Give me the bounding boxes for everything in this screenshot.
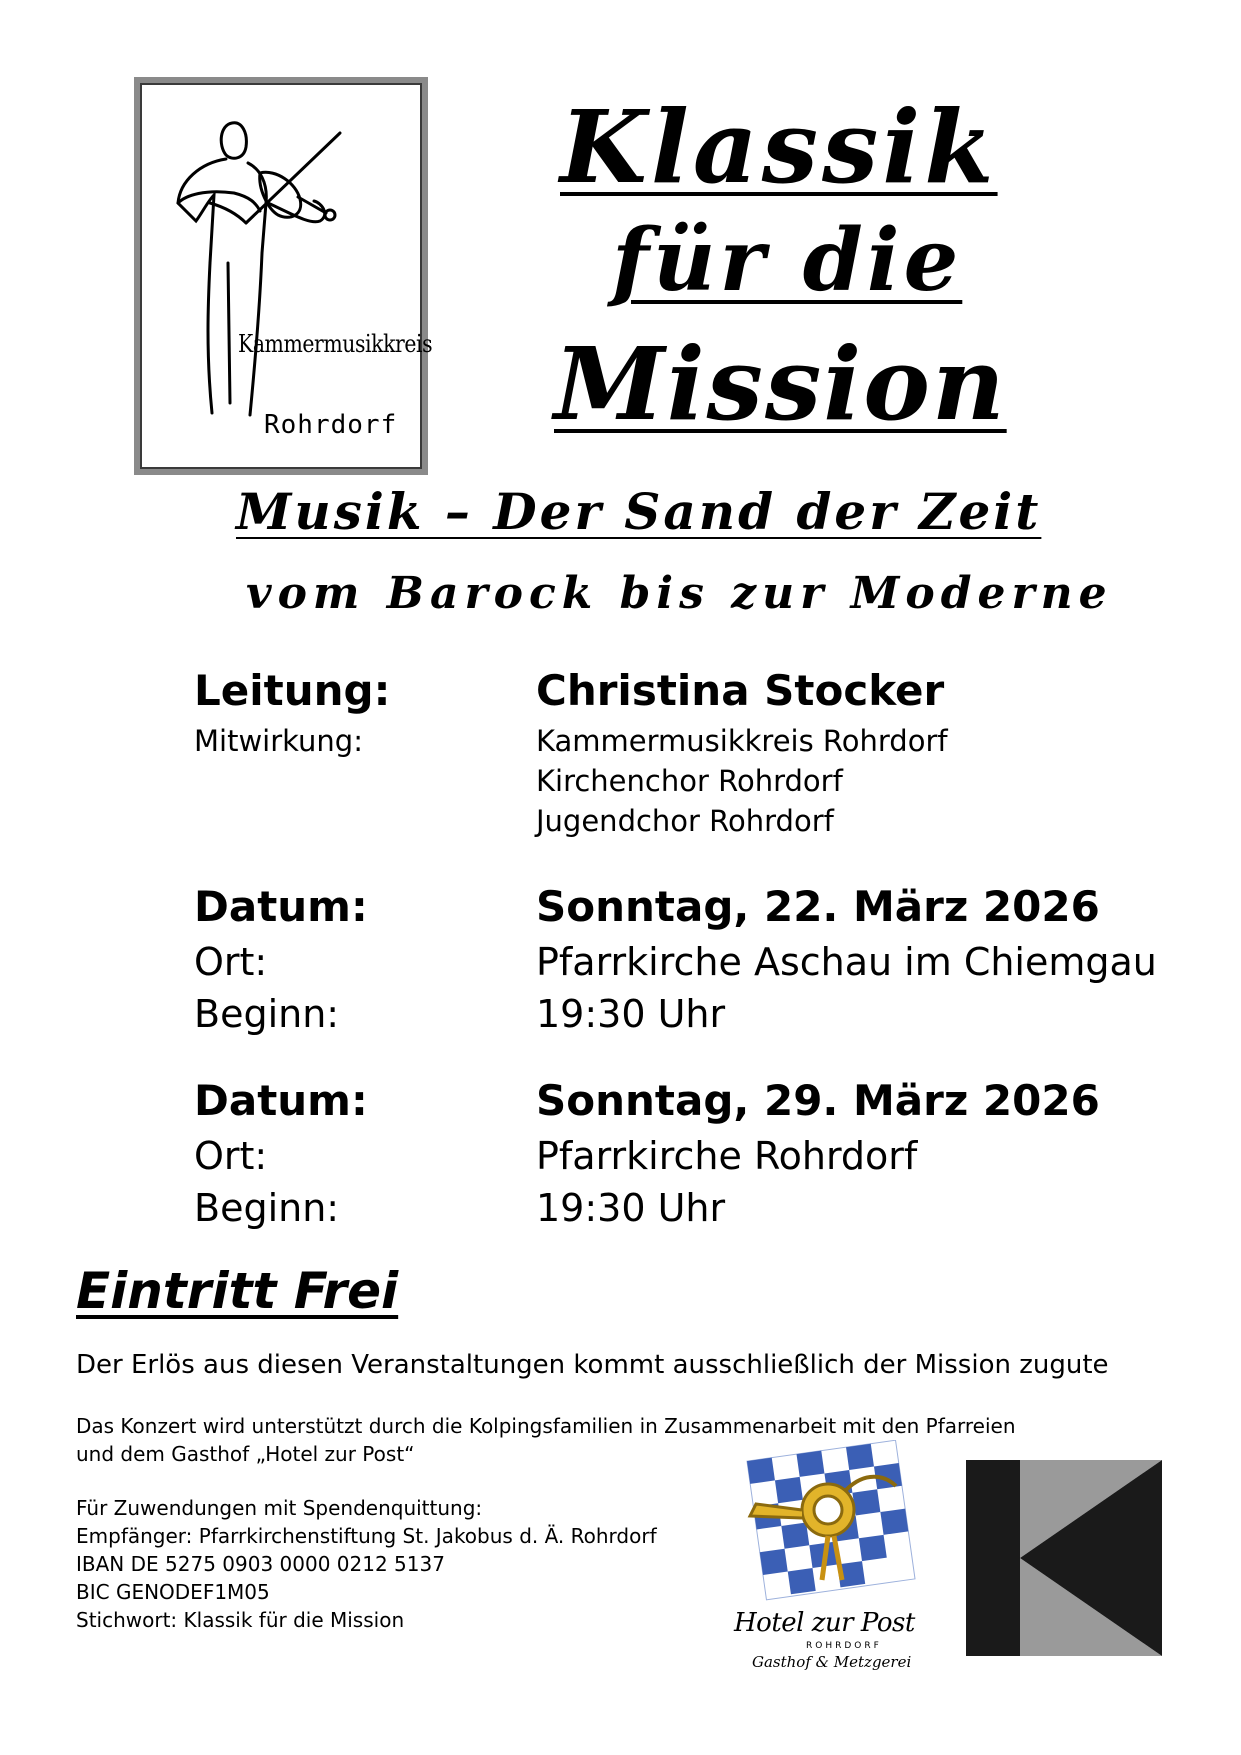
- event-1-start: 19:30 Uhr: [536, 992, 726, 1036]
- logo-name: Kammermusikkreis: [238, 330, 433, 358]
- event-1-place-label: Ort:: [194, 940, 268, 984]
- mitwirkung-label: Mitwirkung:: [194, 724, 363, 758]
- event-2-place-label: Ort:: [194, 1134, 268, 1178]
- donation-line-4: BIC GENODEF1M05: [76, 1580, 270, 1604]
- mitwirkung-value-2: Kirchenchor Rohrdorf: [536, 764, 843, 798]
- support-line-1: Das Konzert wird unterstützt durch die Kolpingsfamilien in Zusammenarbeit mit den Pfarreien: [76, 1414, 1016, 1438]
- donation-line-5: Stichwort: Klassik für die Mission: [76, 1608, 405, 1632]
- title-line-3: Mission: [554, 325, 1007, 443]
- proceeds-text: Der Erlös aus diesen Veranstaltungen kommt ausschließlich der Mission zugute: [76, 1350, 1109, 1380]
- event-1-date-label: Datum:: [194, 882, 368, 931]
- event-2-date: Sonntag, 29. März 2026: [536, 1076, 1100, 1125]
- subtitle: Musik – Der Sand der Zeit: [236, 482, 1042, 541]
- violinist-icon: [150, 103, 370, 423]
- leitung-value: Christina Stocker: [536, 666, 945, 715]
- tagline: vom Barock bis zur Moderne: [246, 568, 1113, 619]
- admission-heading: Eintritt Frei: [76, 1262, 399, 1320]
- event-1-place: Pfarrkirche Aschau im Chiemgau: [536, 940, 1157, 984]
- event-2-place: Pfarrkirche Rohrdorf: [536, 1134, 918, 1178]
- event-2-date-label: Datum:: [194, 1076, 368, 1125]
- event-2-start: 19:30 Uhr: [536, 1186, 726, 1230]
- title-line-1: Klassik: [560, 88, 998, 206]
- donation-line-2: Empfänger: Pfarrkirchenstiftung St. Jakobus d. Ä. Rohrdorf: [76, 1524, 657, 1548]
- donation-line-3: IBAN DE 5275 0903 0000 0212 5137: [76, 1552, 445, 1576]
- logo-town: Rohrdorf: [264, 410, 398, 440]
- event-2-start-label: Beginn:: [194, 1186, 340, 1230]
- leitung-label: Leitung:: [194, 666, 391, 715]
- mitwirkung-value-3: Jugendchor Rohrdorf: [536, 804, 834, 838]
- hotel-town: ROHRDORF: [806, 1641, 882, 1651]
- event-1-date: Sonntag, 22. März 2026: [536, 882, 1100, 931]
- mitwirkung-value-1: Kammermusikkreis Rohrdorf: [536, 724, 948, 758]
- donation-line-1: Für Zuwendungen mit Spendenquittung:: [76, 1496, 483, 1520]
- hotel-zur-post-logo-icon: [736, 1440, 926, 1610]
- event-1-start-label: Beginn:: [194, 992, 340, 1036]
- hotel-name: Hotel zur Post: [734, 1608, 915, 1638]
- hotel-type: Gasthof & Metzgerei: [752, 1653, 912, 1671]
- support-line-2: und dem Gasthof „Hotel zur Post“: [76, 1442, 415, 1466]
- kolping-logo-icon: [966, 1460, 1162, 1656]
- title-line-2: für die: [612, 210, 963, 311]
